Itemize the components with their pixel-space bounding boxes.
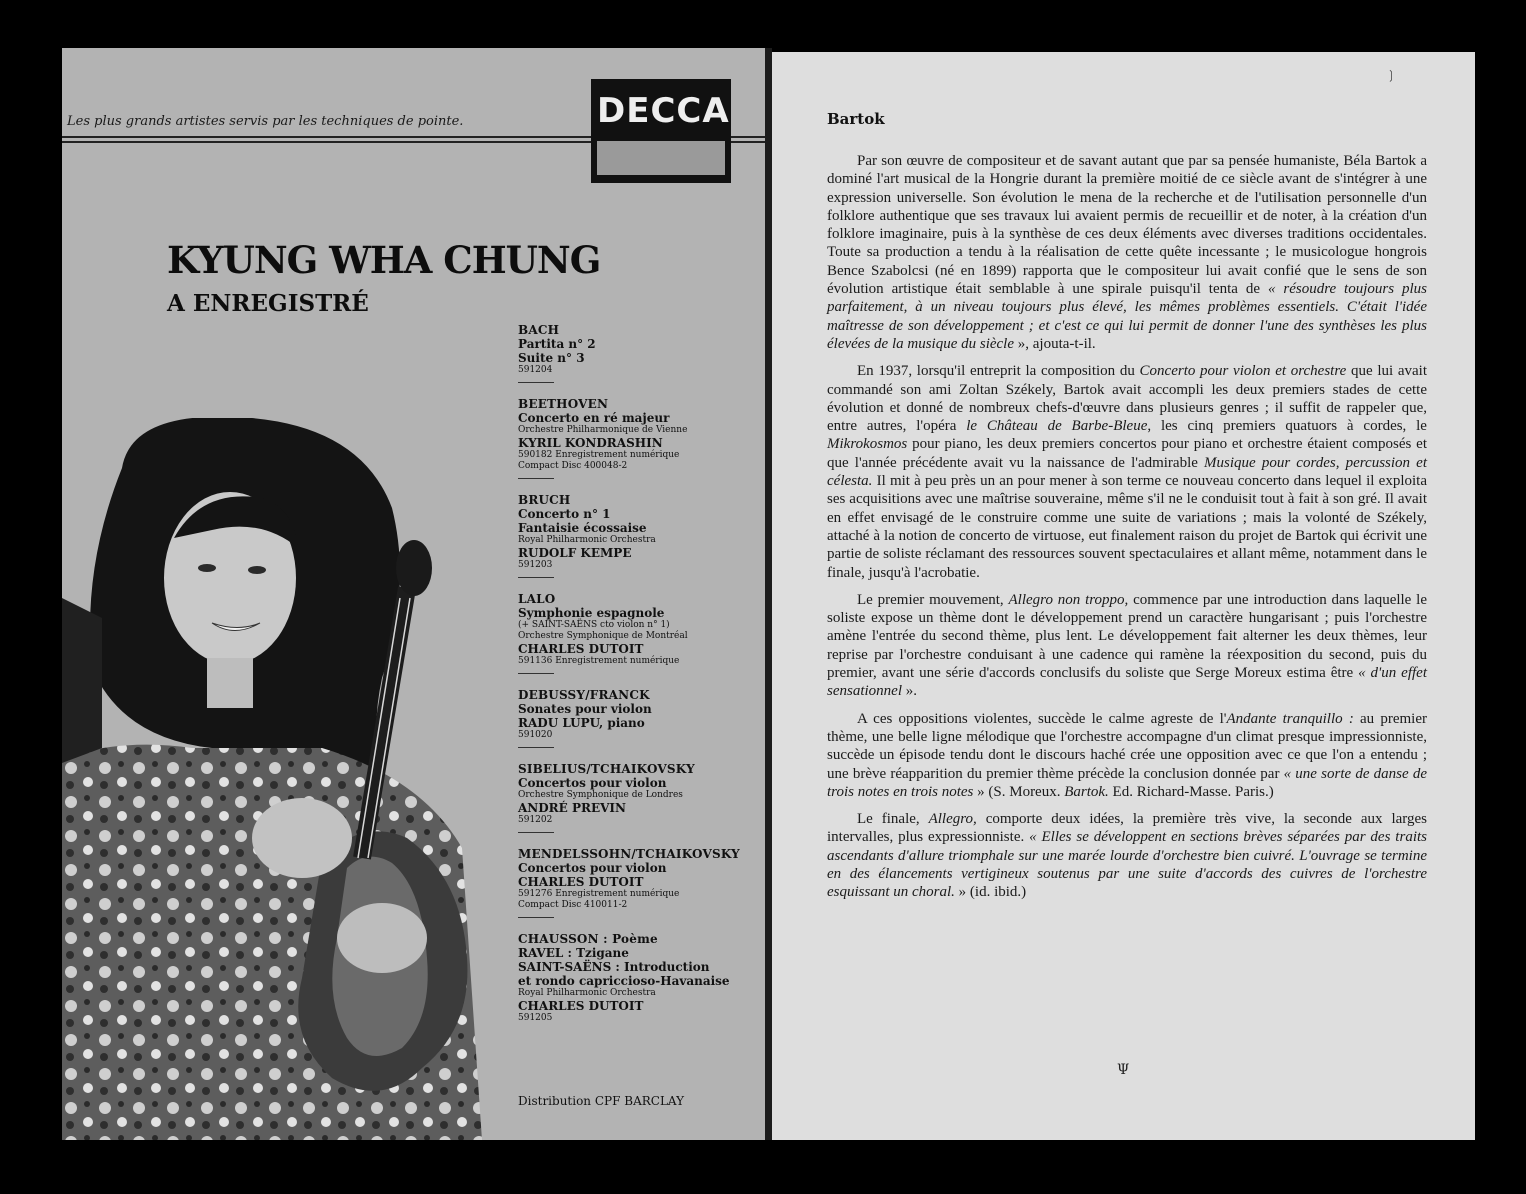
recording-line: et rondo capriccioso-Havanaise (518, 974, 730, 988)
text-run: que lui avait commandé son ami Zoltan Székely, Bartok avait accompli les deux premiers stades de cette évolution et donné de nombreux chefs-d'œuvre dans plusieurs genres ; il suffit de rappeler que, entre autres, l'opéra (827, 363, 1427, 435)
paragraph (827, 591, 1427, 701)
catalog-number: 591203 (518, 560, 553, 570)
article-body (827, 152, 1427, 911)
discography-entry-3 (518, 493, 758, 578)
logo-band (597, 141, 725, 175)
discography-entry-2 (518, 397, 758, 479)
orchestra-line: Orchestre Symphonique de Londres (518, 790, 683, 800)
orchestra-line: Royal Philharmonic Orchestra (518, 535, 656, 545)
text-run: commence par une introduction dans laquelle le soliste expose un thème dont le développement prend un caractère hungarisant ; puis l'orchestre amène l'entrée du second thème, plus lent. Le développement fait alterner les deux thèmes, leur reprise par l'orchestre conduisant à une cadence qui ramène la réexposition du second, puis du premier, avant une série d'accords conclusifs du soliste que Serge Moreux estima être (827, 591, 1427, 682)
discography-entry-4 (518, 592, 758, 674)
entry-divider (518, 747, 554, 748)
composer-name: BACH (518, 323, 560, 337)
orchestra-line: Orchestre Symphonique de Montréal (518, 631, 688, 641)
text-run: », ajouta-t-il. (1014, 335, 1096, 352)
recording-line: (+ SAINT-SAËNS cto violon n° 1) (518, 620, 670, 630)
paragraph (827, 362, 1427, 582)
recording-line: SAINT-SAËNS : Introduction (518, 960, 710, 974)
discography-entry-5 (518, 688, 758, 748)
composer-name: BRUCH (518, 493, 571, 507)
footer-ornament: Ψ (1117, 1062, 1130, 1078)
subtitle: A ENREGISTRÉ (167, 290, 369, 317)
italic-run: « résoudre toujours plus parfaitement, à un niveau toujours plus élevé, les mêmes problèmes essentiels. C'était l'idée maîtresse de son développement ; et c'est ce qui lui permit de donner l'une des synthèses les plus élevées de la musique du siècle (827, 281, 1427, 352)
artist-name: KYUNG WHA CHUNG (167, 238, 601, 282)
italic-run: Bartok. (1064, 783, 1109, 800)
composer-name: CHAUSSON : Poème (518, 932, 658, 946)
entry-divider (518, 917, 554, 918)
section-title: Bartok (827, 110, 885, 128)
page-mark: ❳ (1386, 68, 1397, 82)
text-run: Ed. Richard-Masse. Paris.) (1108, 783, 1274, 800)
right-page (772, 52, 1475, 1140)
conductor-line: KYRIL KONDRASHIN (518, 436, 663, 450)
distribution-credit: Distribution CPF BARCLAY (518, 1094, 685, 1108)
catalog-number: 591204 (518, 365, 553, 375)
conductor-line: CHARLES DUTOIT (518, 999, 644, 1013)
text-run: ». (902, 683, 917, 700)
italic-run: Allegro, (928, 811, 977, 828)
catalog-number: 591205 (518, 1013, 553, 1023)
discography-entry-1 (518, 323, 758, 383)
tagline: Les plus grands artistes servis par les techniques de pointe. (67, 114, 464, 129)
catalog-number: 590182 Enregistrement numérique (518, 450, 680, 460)
recording-line: Concerto n° 1 (518, 507, 611, 521)
composer-name: LALO (518, 592, 556, 606)
italic-run: Mikrokosmos (827, 436, 908, 453)
orchestra-line: Orchestre Philharmonique de Vienne (518, 425, 688, 435)
entry-divider (518, 673, 554, 674)
italic-run: « une sorte de danse de trois notes en trois notes (827, 765, 1427, 800)
composer-name: BEETHOVEN (518, 397, 609, 411)
text-run: , les cinq premiers quatuors à cordes, le (1147, 418, 1427, 435)
entry-divider (518, 382, 554, 383)
italic-run: le Château de Barbe-Bleue (966, 418, 1148, 435)
entry-divider (518, 577, 554, 578)
conductor-line: RUDOLF KEMPE (518, 546, 632, 560)
orchestra-line: Royal Philharmonic Orchestra (518, 988, 656, 998)
text-run: comporte deux idées, la première très vive, la seconde aux larges intervalles, plus expressionniste. (827, 811, 1428, 846)
discography-entry-6 (518, 762, 758, 833)
book-spine (765, 48, 772, 1140)
composer-name: DEBUSSY/FRANCK (518, 688, 650, 702)
italic-run: « Elles se développent en sections brèves séparées par des traits ascendants d'allure triomphale sur une marée lourde d'orchestre bien cuivré. L'ouvrage se termine en des élancements vertigineux soutenus par une suite d'accords des cuivres de l'orchestre esquissant un choral. (827, 829, 1427, 901)
recording-line: Symphonie espagnole (518, 606, 665, 620)
discography-entry-7 (518, 847, 758, 918)
left-page (62, 48, 765, 1140)
italic-run: Musique pour cordes, percussion et célesta. (827, 454, 1427, 490)
composer-name: SIBELIUS/TCHAIKOVSKY (518, 762, 695, 776)
discography-entry-8 (518, 932, 758, 1024)
paragraph (827, 710, 1427, 801)
composer-name: MENDELSSOHN/TCHAIKOVSKY (518, 847, 740, 861)
catalog-number: 591136 Enregistrement numérique (518, 656, 680, 666)
catalog-number: 591202 (518, 815, 553, 825)
catalog-number: Compact Disc 410011-2 (518, 900, 628, 910)
conductor-line: CHARLES DUTOIT (518, 875, 644, 889)
paragraph (827, 810, 1427, 901)
text-run: au premier thème, une belle ligne mélodique que l'orchestre accompagne d'un climat presque impressionniste, succède un épisode tendu dont le discours haché crée une opposition avec ce que l'on a entendu ; une brève réapparition du premier thème précède la conclusion donnée par (827, 710, 1427, 782)
catalog-number: Compact Disc 400048-2 (518, 461, 628, 471)
recording-line: Concertos pour violon (518, 861, 667, 875)
recording-line: RAVEL : Tzigane (518, 946, 629, 960)
logo-text: DECCA (597, 85, 725, 137)
text-run: A ces oppositions violentes, succède le calme agreste de l' (857, 710, 1227, 727)
conductor-line: CHARLES DUTOIT (518, 642, 644, 656)
recording-line: Sonates pour violon (518, 702, 652, 716)
violinist-photo (62, 418, 522, 1140)
recording-line: Concertos pour violon (518, 776, 667, 790)
text-run: En 1937, lorsqu'il entreprit la composition du (857, 363, 1140, 380)
entry-divider (518, 478, 554, 479)
text-run: » (id. ibid.) (954, 884, 1027, 901)
decca-logo (591, 79, 731, 183)
text-run: Il mit à peu près un an pour mener à son terme ce nouveau concerto dans lequel il exploita ses acquisitions avec une maîtrise souveraine, même s'il ne le conduisit tout à fait à son gré. Il avait en effet envisagé de le construire comme une suite de variations ; mais la volonté de Székely, attaché à la notion de concerto de virtuose, eut finalement raison du projet de Bartok qui écrivit une partie de soliste réclamant des ressources souvent spectaculaires et allant même, notamment dans le finale, jusqu'à l'acrobatie. (827, 473, 1427, 581)
conductor-line: ANDRÉ PREVIN (518, 801, 627, 815)
text-run: Par son œuvre de compositeur et de savant autant que par sa pensée humaniste, Béla Bartok a dominé l'art musical de la Hongrie durant la première moitié de ce siècle avant de s'intégrer à une expression universelle. Son évolution le mena de la recherche et de l'utilisation personnelle d'un folklore authentique que ses travaux lui avaient permis de recueillir et de noter, à la création d'un folklore imaginaire, puis à la synthèse de ces deux éléments avec diverses traditions occidentales. Toute sa production a tendu à la réalisation de cette quête incessante ; le musicologue hongrois Bence Szabolcsi (né en 1899) rapporta que le compositeur lui avait confié que le sens de son évolution artistique était semblable à une spirale puisqu'il tenta de (827, 153, 1427, 298)
text-run: Le premier mouvement, (857, 591, 1009, 608)
italic-run: Allegro non troppo, (1008, 591, 1129, 608)
paragraph (827, 152, 1427, 353)
italic-run: Concerto pour violon et orchestre (1139, 363, 1347, 380)
catalog-number: 591276 Enregistrement numérique (518, 889, 680, 899)
performer-line: RADU LUPU, piano (518, 716, 645, 730)
discography-list (518, 323, 758, 1038)
italic-run: « d'un effet sensationnel (827, 665, 1428, 700)
italic-run: Andante tranquillo : (1226, 710, 1354, 727)
text-run: Le finale, (857, 811, 929, 828)
text-run: » (S. Moreux. (973, 783, 1065, 800)
text-run: pour piano, les deux premiers concertos pour piano et orchestre étaient composés et que l'année précédente avait vu la naissance de l'admirable (827, 436, 1427, 471)
recording-line: Fantaisie écossaise (518, 521, 647, 535)
entry-divider (518, 832, 554, 833)
recording-line: Partita n° 2 (518, 337, 596, 351)
recording-line: Concerto en ré majeur (518, 411, 670, 425)
recording-line: Suite n° 3 (518, 351, 585, 365)
catalog-number: 591020 (518, 730, 553, 740)
